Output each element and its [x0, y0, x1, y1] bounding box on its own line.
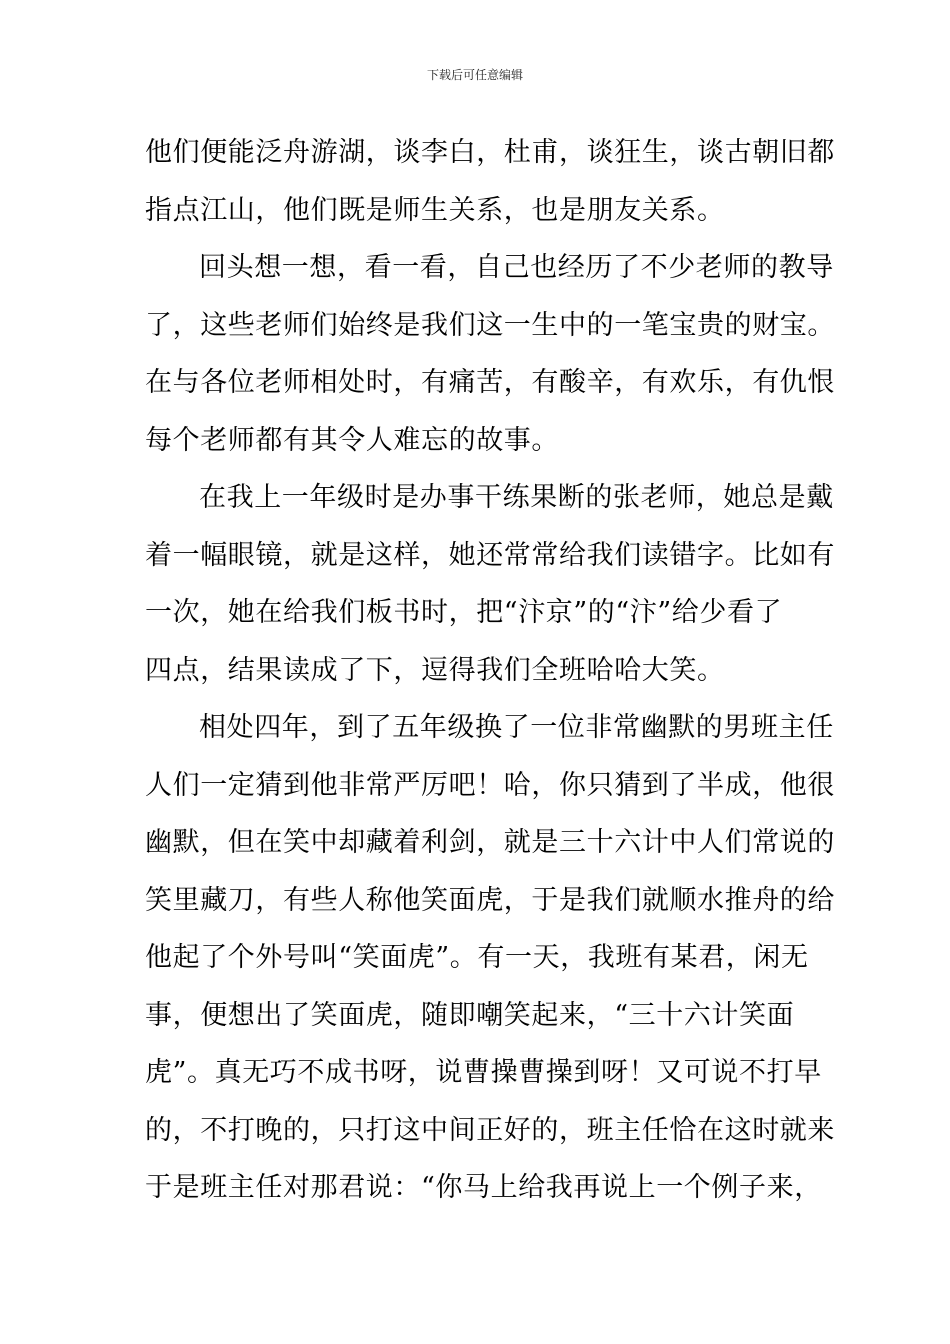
text-line: 虎”。真无巧不成书呀，说曹操曹操到呀！又可说不打早 [145, 1057, 822, 1088]
paragraph-start-line: 相处四年，到了五年级换了一位非常幽默的男班主任 [199, 712, 834, 743]
text-line: 他起了个外号叫“笑面虎”。有一天，我班有某君，闲无 [145, 942, 809, 973]
text-line: 每个老师都有其令人难忘的故事。 [145, 424, 559, 456]
body-text [145, 124, 835, 1217]
text-line: 笑里藏刀，有些人称他笑面虎，于是我们就顺水推舟的给 [145, 884, 835, 916]
paragraph-start-line: 回头想一想，看一看，自己也经历了不少老师的教导 [199, 252, 834, 283]
text-line: 一次，她在给我们板书时，把“汴京”的“汴”给少看了 [145, 597, 783, 628]
text-line: 于是班主任对那君说：“你马上给我再说上一个例子来， [145, 1172, 822, 1203]
text-line: 指点江山，他们既是师生关系，也是朋友关系。 [145, 194, 725, 226]
text-line: 着一幅眼镜，就是这样，她还常常给我们读错字。比如有 [145, 539, 835, 571]
text-line: 人们一定猜到他非常严厉吧！哈，你只猜到了半成，他很 [145, 769, 835, 801]
text-line: 事，便想出了笑面虎，随即嘲笑起来，“三十六计笑面 [145, 999, 795, 1031]
text-line: 幽默，但在笑中却藏着利剑，就是三十六计中人们常说的 [145, 827, 835, 858]
text-line: 的，不打晚的，只打这中间正好的，班主任恰在这时就来 [145, 1114, 835, 1146]
paragraph-start-line: 在我上一年级时是办事干练果断的张老师，她总是戴 [199, 482, 834, 513]
text-line: 他们便能泛舟游湖，谈李白，杜甫，谈狂生，谈古朝旧都 [145, 137, 835, 168]
page-header: 下载后可任意编辑 [426, 68, 523, 82]
text-line: 了，这些老师们始终是我们这一生中的一笔宝贵的财宝。 [145, 309, 835, 341]
text-line: 在与各位老师相处时，有痛苦，有酸辛，有欢乐，有仇恨 [145, 367, 835, 398]
text-line: 四点，结果读成了下，逗得我们全班哈哈大笑。 [145, 654, 725, 686]
